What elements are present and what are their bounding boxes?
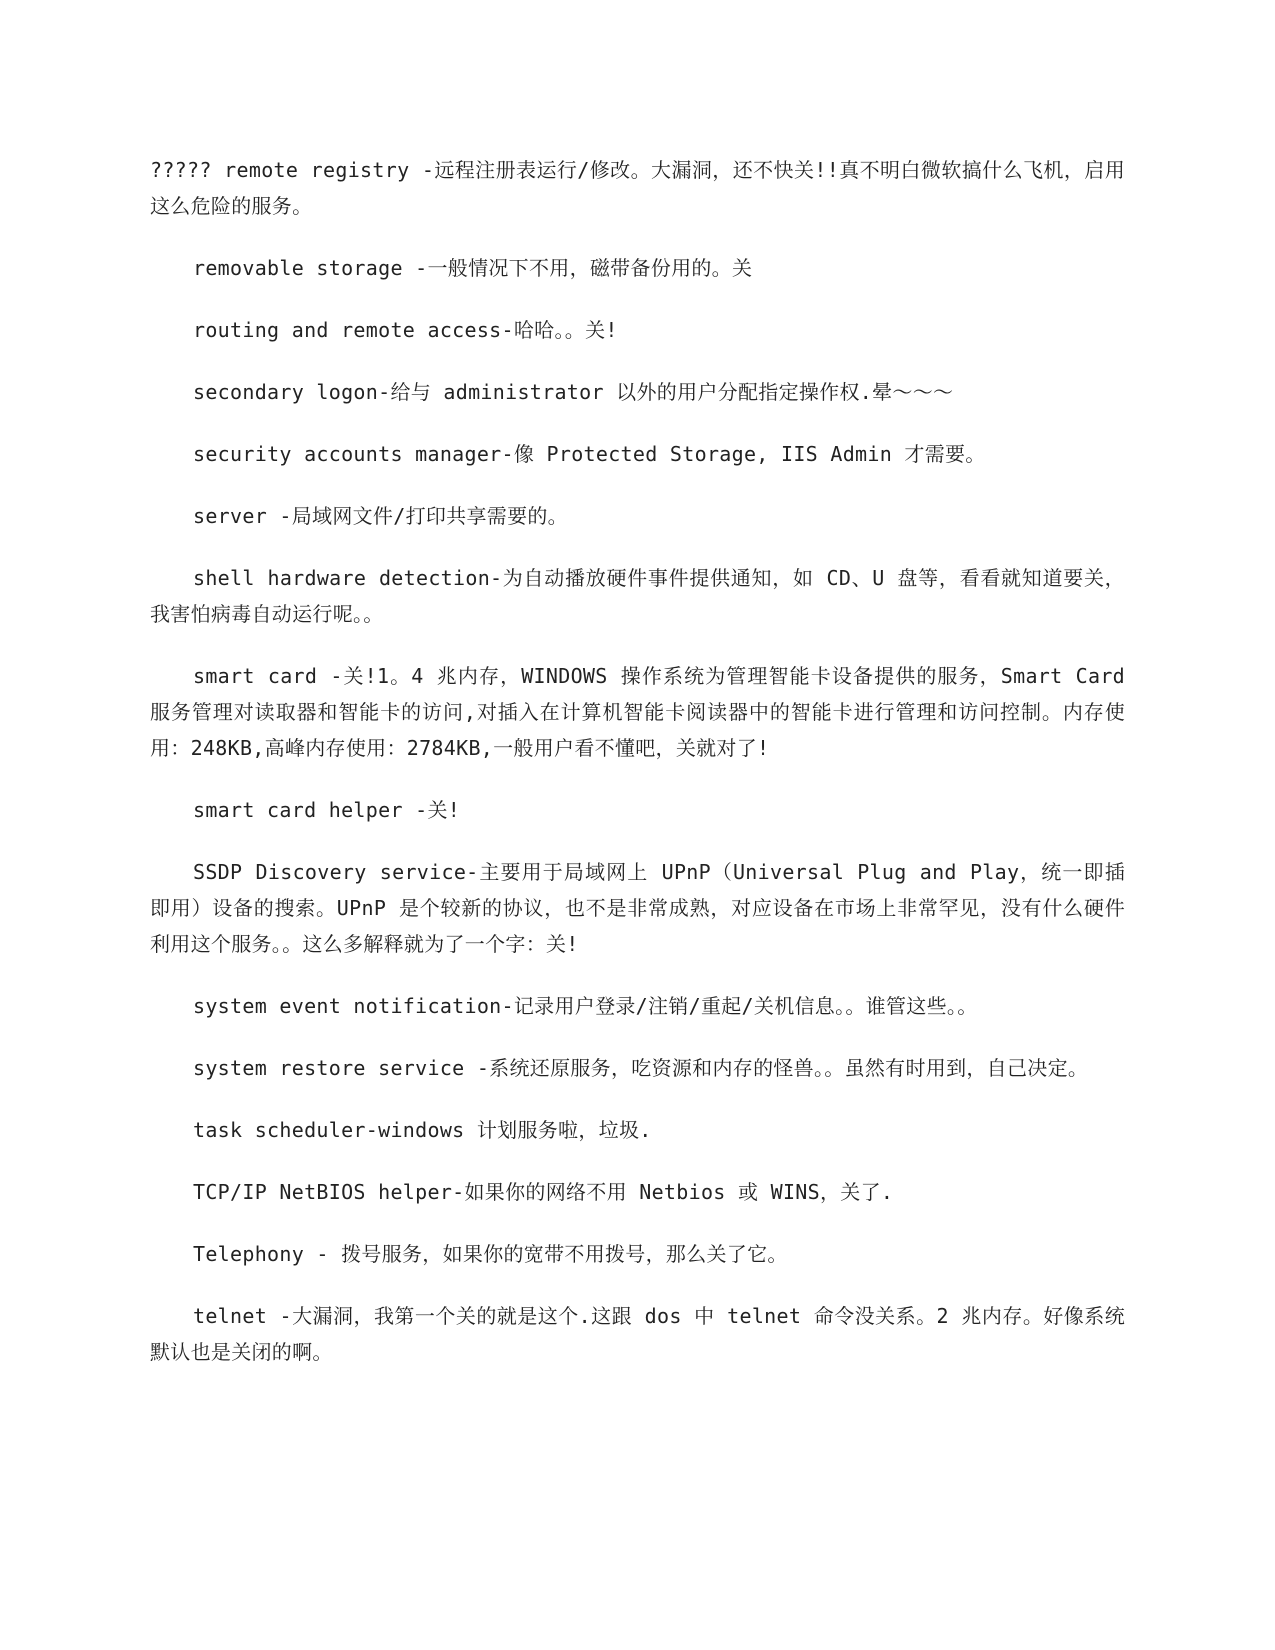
paragraph-removable-storage: removable storage -一般情况下不用，磁带备份用的。关 (193, 256, 753, 280)
paragraph-smart-card: smart card -关!1。4 兆内存，WINDOWS 操作系统为管理智能卡设备提供的服务，Smart Card 服务管理对读取器和智能卡的访问,对插入在计算机智能卡阅读器中的智能卡进行管理和访问控制。内存使用：248KB,高峰内存使用：2784KB,一般用户看不懂吧，关就对了! (150, 664, 1125, 760)
paragraph-telnet: telnet -大漏洞，我第一个关的就是这个.这跟 dos 中 telnet 命令没关系。2 兆内存。好像系统默认也是关闭的啊。 (150, 1304, 1125, 1364)
paragraph-tcpip-netbios-helper: TCP/IP NetBIOS helper-如果你的网络不用 Netbios 或 WINS，关了. (193, 1180, 894, 1204)
paragraph-system-event-notification: system event notification-记录用户登录/注销/重起/关机信息。。谁管这些。。 (193, 994, 978, 1018)
paragraph-routing-remote-access: routing and remote access-哈哈。。关! (193, 318, 618, 342)
paragraph-secondary-logon: secondary logon-给与 administrator 以外的用户分配指定操作权.晕～～～ (193, 380, 954, 404)
document-body (150, 152, 1125, 1396)
paragraph-ssdp-discovery: SSDP Discovery service-主要用于局域网上 UPnP（Universal Plug and Play，统一即插即用）设备的搜索。UPnP 是个较新的协议，也不是非常成熟，对应设备在市场上非常罕见，没有什么硬件利用这个服务。。这么多解释就为了一个字：关! (150, 860, 1125, 956)
paragraph-smart-card-helper: smart card helper -关! (193, 798, 461, 822)
paragraph-server: server -局域网文件/打印共享需要的。 (193, 504, 568, 528)
paragraph-remote-registry: ????? remote registry -远程注册表运行/修改。大漏洞，还不快关!!真不明白微软搞什么飞机，启用这么危险的服务。 (150, 158, 1125, 218)
paragraph-shell-hardware-detection: shell hardware detection-为自动播放硬件事件提供通知，如 CD、U 盘等，看看就知道要关，我害怕病毒自动运行呢。。 (150, 566, 1125, 626)
paragraph-security-accounts-manager: security accounts manager-像 Protected Storage, IIS Admin 才需要。 (193, 442, 986, 466)
paragraph-task-scheduler: task scheduler-windows 计划服务啦，垃圾. (193, 1118, 652, 1142)
paragraph-telephony: Telephony - 拨号服务，如果你的宽带不用拨号，那么关了它。 (193, 1242, 788, 1266)
paragraph-system-restore: system restore service -系统还原服务，吃资源和内存的怪兽。。虽然有时用到，自己决定。 (193, 1056, 1089, 1080)
